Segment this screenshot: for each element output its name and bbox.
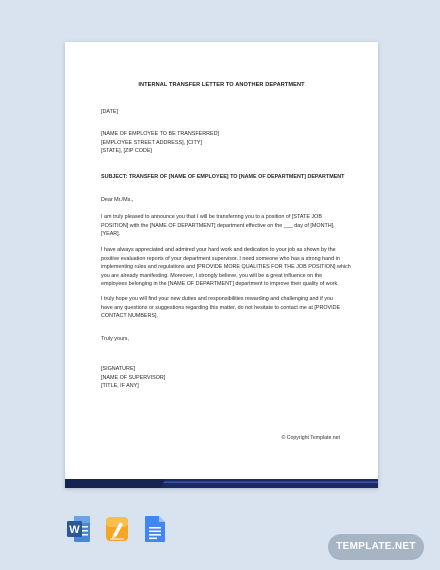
template-net-badge[interactable]: TEMPLATE.NET xyxy=(328,534,424,560)
signature-line: [NAME OF SUPERVISOR] xyxy=(101,374,166,381)
paragraph-line: I have always appreciated and admired your hard work and dedication to your job as shown by the xyxy=(101,247,336,253)
paragraph-line: have any questions or suggestions regarding this matter, do not hesitate to contact me at [PROVIDE xyxy=(101,304,341,311)
google-docs-icon[interactable] xyxy=(144,515,166,548)
paragraph-line: implementing rules and regulations and [PROVIDE MORE QUALITIES FOR THE JOB POSITION] which xyxy=(101,264,351,270)
paragraph-line: I truly hope you will find your new duties and responsibilities rewarding and challenging and if you xyxy=(101,296,333,302)
signature-line: [TITLE, IF ANY] xyxy=(101,383,139,389)
letter-title: INTERNAL TRANSFER LETTER TO ANOTHER DEPARTMENT xyxy=(138,82,305,88)
svg-text:W: W xyxy=(69,524,80,536)
recipient-address xyxy=(101,130,358,156)
paragraph-line: CONTACT NUMBERS]. xyxy=(101,313,159,319)
paragraph-line: employees belonging in the [NAME OF DEPARTMENT] department to improve their quality of work. xyxy=(101,281,339,287)
footer-stripe-graphic xyxy=(65,479,378,488)
footer-stripe xyxy=(65,479,378,488)
paragraph-line: I am truly pleased to announce you that I will be transferring you to a position of [STATE JOB xyxy=(101,214,322,220)
letter-date: [DATE] xyxy=(101,109,118,115)
paragraph-line: you are already manifesting. Moreover, I strongly believe, you will be a great influence on the xyxy=(101,272,323,279)
letter-closing: Truly yours, xyxy=(101,336,129,342)
word-icon[interactable] xyxy=(67,515,91,548)
paragraph-3 xyxy=(101,295,358,321)
paragraph-line: [YEAR]. xyxy=(101,231,121,237)
paragraph-1 xyxy=(101,213,358,239)
letter-subject: SUBJECT: TRANSFER OF [NAME OF EMPLOYEE] TO [NAME OF DEPARTMENT] DEPARTMENT xyxy=(101,174,345,180)
recipient-line: [STATE], [ZIP CODE] xyxy=(101,148,152,154)
copyright-notice: © Copyright Template.net xyxy=(281,435,340,441)
signature-line: [SIGNATURE] xyxy=(101,366,136,372)
paragraph-line: positive evaluation reports of your department supervisor. I need someone who has a strong hand in xyxy=(101,255,340,262)
recipient-line: [NAME OF EMPLOYEE TO BE TRANSFERRED] xyxy=(101,131,220,137)
paragraph-line: POSITION] with the [NAME OF DEPARTMENT] department effective on the ___ day of [MONTH], xyxy=(101,222,335,229)
pages-icon[interactable] xyxy=(105,515,129,548)
signature-block xyxy=(101,365,358,391)
letter-page xyxy=(65,42,378,488)
paragraph-2 xyxy=(101,246,358,289)
recipient-line: [EMPLOYEE STREET ADDRESS], [CITY] xyxy=(101,139,202,146)
letter-salutation: Dear Mr./Ms., xyxy=(101,197,134,203)
